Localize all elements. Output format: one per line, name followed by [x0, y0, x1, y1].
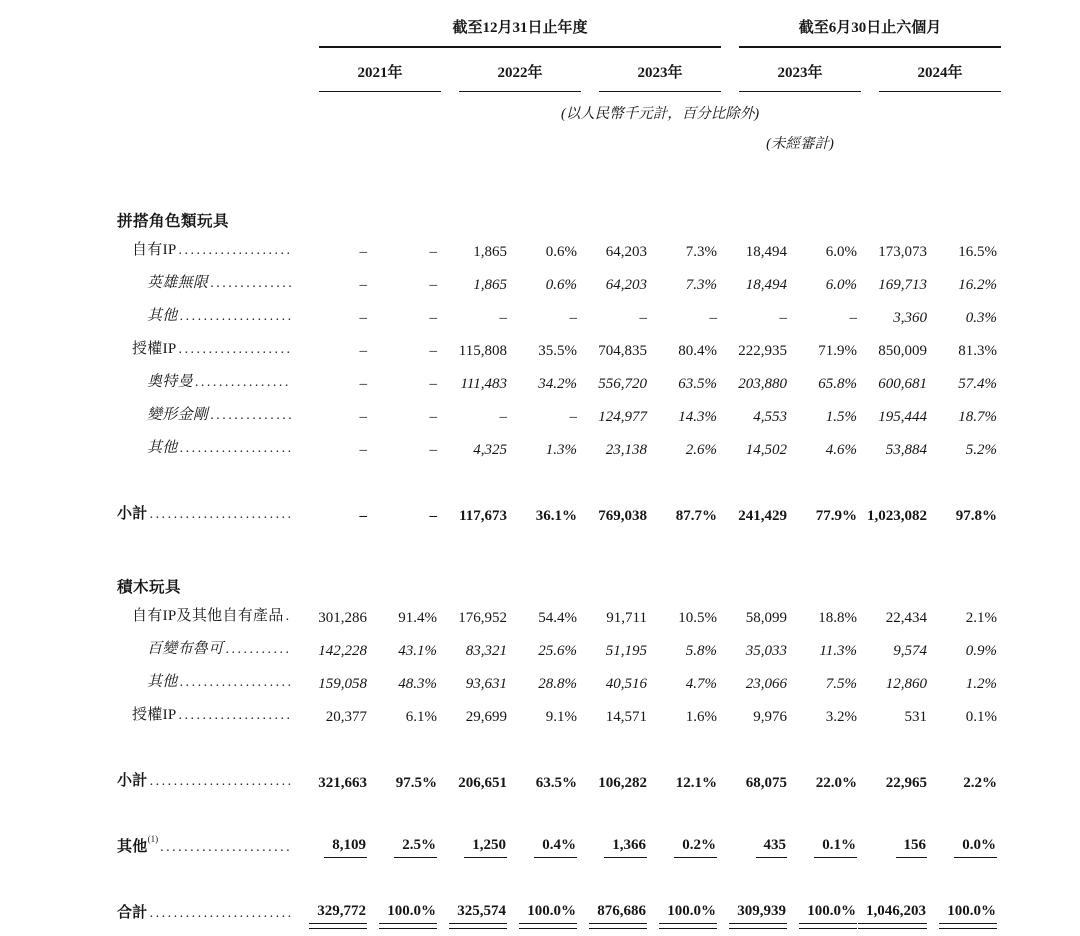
cell-value: 531 [904, 709, 928, 725]
cell-percent: 0.3% [965, 310, 998, 326]
cell-value: 159,058 [318, 676, 367, 692]
cell-value: – [359, 310, 367, 326]
cell-percent: 0.6% [545, 277, 577, 293]
cell-percent: 63.5% [535, 775, 577, 791]
cell-value: 222,935 [738, 343, 788, 359]
row-label: 其他 ..... [115, 433, 301, 466]
row-label: 變形金剛 ..... [115, 400, 301, 433]
cell-value: 51,195 [605, 643, 647, 659]
cell-percent: 10.5% [678, 610, 718, 626]
table-row [115, 700, 1001, 733]
cell-value: 321,663 [318, 775, 367, 791]
cell-percent: 7.3% [685, 244, 718, 260]
row-label: 自有IP及其他自有產品 ..... [115, 601, 301, 634]
currency-note-row [115, 92, 1001, 126]
cell-percent: 3.2% [825, 709, 858, 725]
dot-leader [180, 301, 291, 332]
cell-percent: – [429, 244, 437, 260]
cell-value: 1,023,082 [867, 508, 928, 524]
cell-value: 309,939 [739, 898, 791, 931]
cell-value: 1,865 [473, 277, 507, 293]
row-label: 其他 (1) ..... [115, 832, 301, 865]
cell-percent: 54.4% [538, 610, 577, 626]
row-label: 其他 ..... [115, 301, 301, 334]
cell-value: 1,366 [599, 832, 651, 865]
cell-percent: 9.1% [545, 709, 577, 725]
row-label: 奧特曼 ..... [115, 367, 301, 400]
cell-value: 176,952 [458, 610, 507, 626]
row-label: 小計 ..... [115, 766, 301, 799]
cell-percent: 16.2% [958, 277, 998, 293]
cell-value: – [359, 442, 367, 458]
table-row [115, 334, 1001, 367]
dot-leader [210, 268, 291, 299]
cell-percent: – [429, 409, 437, 425]
row-label: 其他 ..... [115, 667, 301, 700]
unaudited-note-row [115, 125, 1001, 153]
cell-percent: 4.7% [685, 676, 718, 692]
cell-value: 23,066 [745, 676, 788, 692]
cell-value: 704,835 [598, 343, 647, 359]
cell-value: – [499, 409, 507, 425]
cell-value: 169,713 [878, 277, 928, 293]
table-row [115, 667, 1001, 700]
cell-value: 301,286 [318, 610, 367, 626]
cell-percent: – [849, 310, 858, 326]
cell-percent: 22.0% [815, 775, 858, 791]
cell-value: 876,686 [599, 898, 651, 931]
section-header-row [115, 565, 1001, 601]
cell-percent: 4.6% [825, 442, 858, 458]
cell-percent: – [429, 310, 437, 326]
cell-percent: 16.5% [958, 244, 998, 260]
cell-percent: 14.3% [678, 409, 718, 425]
cell-percent: – [429, 277, 437, 293]
cell-value: – [359, 244, 367, 260]
cell-value: 206,651 [458, 775, 507, 791]
cell-percent: 0.0% [931, 832, 1001, 865]
table-row [115, 235, 1001, 268]
dot-leader [210, 400, 291, 431]
cell-percent: 35.5% [538, 343, 577, 359]
cell-percent: – [429, 442, 437, 458]
cell-percent: 6.1% [405, 709, 437, 725]
cell-percent: 71.9% [818, 343, 858, 359]
cell-value: 195,444 [878, 409, 928, 425]
cell-value: 23,138 [605, 442, 647, 458]
year-2022: 2022年 [459, 47, 581, 92]
cell-value: 173,073 [878, 244, 928, 260]
cell-percent: 7.3% [685, 277, 718, 293]
section-header-row [115, 199, 1001, 235]
cell-value: 53,884 [885, 442, 928, 458]
cell-value: 14,571 [605, 709, 647, 725]
cell-value: 142,228 [318, 643, 367, 659]
cell-percent: 1.5% [825, 409, 858, 425]
cell-value: 4,325 [473, 442, 507, 458]
row-label: 授權IP ..... [115, 700, 301, 733]
cell-percent: 81.3% [958, 343, 998, 359]
year-2021: 2021年 [319, 47, 441, 92]
cell-value: 68,075 [745, 775, 788, 791]
header-interim-period: 截至6月30日止六個月 [739, 12, 1001, 47]
cell-value: 600,681 [878, 376, 928, 392]
table-row [115, 301, 1001, 334]
cell-percent: 7.5% [825, 676, 858, 692]
cell-percent: 100.0% [371, 898, 441, 931]
cell-value: – [359, 277, 367, 293]
cell-percent: 80.4% [678, 343, 718, 359]
cell-value: 325,574 [459, 898, 511, 931]
spacer-row [115, 532, 1001, 565]
unaudited-note: (未經審計) [766, 136, 834, 152]
cell-value: 117,673 [459, 508, 507, 524]
cell-value: 18,494 [745, 277, 788, 293]
cell-value: 1,865 [473, 244, 507, 260]
cell-value: 9,976 [753, 709, 788, 725]
cell-percent: 11.3% [819, 643, 858, 659]
header-annual-period: 截至12月31日止年度 [319, 12, 721, 47]
cell-percent: 28.8% [538, 676, 577, 692]
cell-value: 556,720 [598, 376, 647, 392]
cell-percent: 57.4% [958, 376, 998, 392]
table-row [115, 400, 1001, 433]
cell-value: – [359, 508, 367, 524]
cell-percent: 25.6% [538, 643, 577, 659]
cell-value: – [359, 343, 367, 359]
cell-value: 850,009 [878, 343, 928, 359]
cell-value: 115,808 [458, 343, 507, 359]
cell-value: 64,203 [605, 244, 647, 260]
dot-leader [150, 898, 291, 929]
dot-leader [286, 601, 291, 632]
cell-value: 29,699 [465, 709, 507, 725]
cell-value: 91,711 [606, 610, 647, 626]
cell-value: 93,631 [465, 676, 507, 692]
cell-value: 769,038 [598, 508, 647, 524]
cell-percent: 43.1% [398, 643, 437, 659]
cell-value: – [359, 376, 367, 392]
table-row [115, 367, 1001, 400]
cell-percent: 2.2% [963, 775, 998, 791]
cell-percent: – [569, 310, 577, 326]
cell-percent: 63.5% [678, 376, 718, 392]
dot-leader [179, 700, 291, 731]
cell-value: 435 [739, 832, 791, 865]
cell-percent: 18.7% [958, 409, 998, 425]
spacer-row [115, 865, 1001, 898]
cell-value: 20,377 [325, 709, 367, 725]
revenue-breakdown-table [115, 12, 1001, 931]
cell-percent: – [569, 409, 577, 425]
dot-leader [150, 766, 291, 797]
year-2023-interim: 2023年 [739, 47, 861, 92]
cell-percent: 18.8% [818, 610, 858, 626]
cell-percent: 77.9% [815, 508, 858, 524]
spacer-row [115, 466, 1001, 499]
cell-percent: 48.3% [398, 676, 437, 692]
cell-value: 329,772 [319, 898, 371, 931]
cell-percent: 0.2% [651, 832, 721, 865]
cell-percent: 2.1% [965, 610, 998, 626]
cell-value: 156 [879, 832, 931, 865]
cell-value: – [499, 310, 507, 326]
cell-value: 9,574 [893, 643, 928, 659]
cell-percent: 6.0% [825, 277, 858, 293]
table-row [115, 766, 1001, 799]
cell-percent: 97.5% [395, 775, 437, 791]
cell-value: 22,434 [885, 610, 928, 626]
cell-percent: 2.6% [685, 442, 718, 458]
cell-percent: 100.0% [791, 898, 861, 931]
header-period-row [115, 12, 1001, 47]
table-row [115, 499, 1001, 532]
dot-leader [180, 667, 291, 698]
cell-value: – [639, 310, 647, 326]
cell-percent: – [429, 508, 437, 524]
year-2023: 2023年 [599, 47, 721, 92]
cell-percent: 5.8% [685, 643, 718, 659]
header-years-row [115, 47, 1001, 92]
dot-leader [160, 832, 291, 863]
cell-percent: 87.7% [675, 508, 718, 524]
cell-value: 12,860 [885, 676, 928, 692]
cell-percent: 34.2% [538, 376, 577, 392]
cell-percent: 12.1% [675, 775, 718, 791]
cell-value: 1,250 [459, 832, 511, 865]
cell-value: 3,360 [893, 310, 928, 326]
cell-value: 124,977 [598, 409, 647, 425]
table-row [115, 601, 1001, 634]
cell-value: 106,282 [598, 775, 647, 791]
cell-percent: 100.0% [931, 898, 1001, 931]
section-label: 拼搭角色類玩具 [117, 213, 230, 230]
cell-value: 203,880 [738, 376, 788, 392]
cell-percent: 0.9% [965, 643, 998, 659]
cell-percent: 100.0% [651, 898, 721, 931]
dot-leader [150, 499, 291, 530]
cell-percent: 36.1% [535, 508, 577, 524]
cell-value: 58,099 [745, 610, 788, 626]
cell-value: 18,494 [745, 244, 788, 260]
cell-percent: 6.0% [825, 244, 858, 260]
table-row [115, 634, 1001, 667]
dot-leader [179, 235, 291, 266]
row-label: 授權IP ..... [115, 334, 301, 367]
row-label: 合計 ..... [115, 898, 301, 931]
row-label: 小計 ..... [115, 499, 301, 532]
currency-note: (以人民幣千元計，百分比除外) [560, 106, 760, 122]
cell-percent: 0.4% [511, 832, 581, 865]
cell-percent: 5.2% [965, 442, 998, 458]
cell-percent: 0.1% [965, 709, 998, 725]
cell-percent: 1.3% [545, 442, 577, 458]
dot-leader [179, 334, 291, 365]
cell-value: 1,046,203 [879, 898, 931, 931]
table-row [115, 898, 1001, 931]
cell-percent: 97.8% [955, 508, 998, 524]
dot-leader [180, 433, 291, 464]
cell-percent: 1.6% [685, 709, 718, 725]
cell-value: 241,429 [738, 508, 788, 524]
dot-leader [226, 634, 291, 665]
year-2024-interim: 2024年 [879, 47, 1001, 92]
cell-percent: 1.2% [965, 676, 998, 692]
cell-value: – [779, 310, 788, 326]
row-label: 百變布魯可 ..... [115, 634, 301, 667]
cell-value: 14,502 [745, 442, 788, 458]
table-row [115, 268, 1001, 301]
cell-value: 22,965 [885, 775, 928, 791]
cell-percent: – [429, 343, 437, 359]
row-label: 英雄無限 ..... [115, 268, 301, 301]
row-label: 自有IP ..... [115, 235, 301, 268]
cell-percent: – [429, 376, 437, 392]
section-label: 積木玩具 [117, 579, 182, 596]
cell-percent: 0.1% [791, 832, 861, 865]
dot-leader [195, 367, 291, 398]
cell-value: 111,483 [460, 376, 507, 392]
cell-value: 40,516 [605, 676, 647, 692]
cell-value: – [359, 409, 367, 425]
table-row [115, 433, 1001, 466]
cell-percent: – [709, 310, 718, 326]
table-row [115, 832, 1001, 865]
cell-value: 83,321 [465, 643, 507, 659]
cell-value: 64,203 [605, 277, 647, 293]
cell-value: 8,109 [319, 832, 371, 865]
cell-value: 4,553 [753, 409, 788, 425]
spacer-row [115, 799, 1001, 832]
cell-percent: 91.4% [398, 610, 437, 626]
spacer-row [115, 733, 1001, 766]
cell-percent: 100.0% [511, 898, 581, 931]
cell-percent: 65.8% [818, 376, 858, 392]
cell-percent: 0.6% [545, 244, 577, 260]
cell-value: 35,033 [745, 643, 788, 659]
cell-percent: 2.5% [371, 832, 441, 865]
